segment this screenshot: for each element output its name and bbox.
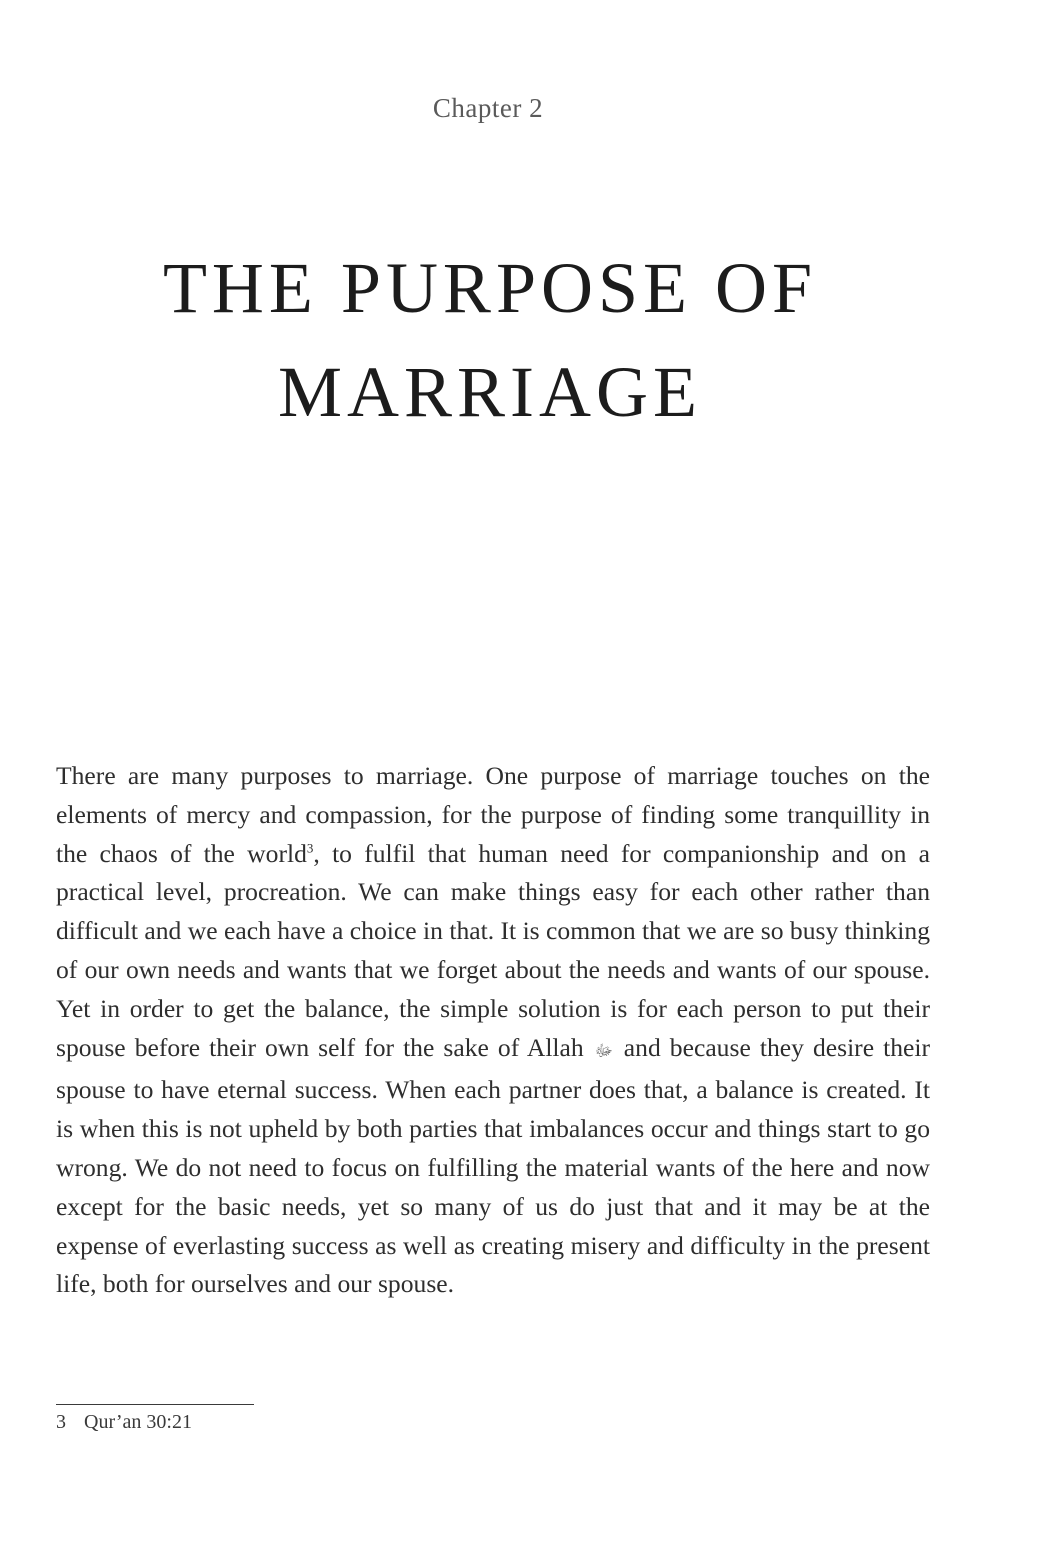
body-text-part-2: , to fulfil that human need for companionship and on a practical level, procreation. We can make things easy for each other rather than difficult and we each have a choice in that. It is common that we are so busy thinking of our own needs and wants that we forget about the needs and wants of our spouse. Yet in order to get the balance, the simple solution is for each person to put their spouse before their own self for the sake of Allah xyxy=(56,838,931,1062)
chapter-title-line-1: THE PURPOSE OF xyxy=(162,248,818,328)
chapter-title xyxy=(0,236,980,444)
honorific-glyph-icon: ﷻ xyxy=(594,1042,613,1060)
footnote xyxy=(56,1411,192,1434)
footnote-text: Qur’an 30:21 xyxy=(84,1411,192,1433)
footnote-number: 3 xyxy=(56,1411,66,1433)
footnote-divider xyxy=(56,1404,254,1405)
body-paragraph xyxy=(56,757,930,1304)
chapter-title-line-2: MARRIAGE xyxy=(277,352,702,432)
body-text-part-3: and because they desire their spouse to have eternal success. When each partner does that, a balance is created. It is when this is not upheld by both parties that imbalances occur and things start to go wrong. We do not need to focus on fulfilling the material wants of the here and now except for the basic needs, yet so many of us do just that and it may be at the expense of everlasting success as well as creating misery and difficulty in the present life, both for ourselves and our spouse. xyxy=(56,1032,931,1299)
footnote-reference: 3 xyxy=(306,840,314,856)
chapter-label: Chapter 2 xyxy=(432,93,544,123)
body-text-part-1: There are many purposes to marriage. One purpose of marriage touches on the elements of mercy and compassion, for the purpose of finding some tranquillity in the chaos of the world xyxy=(56,761,930,868)
